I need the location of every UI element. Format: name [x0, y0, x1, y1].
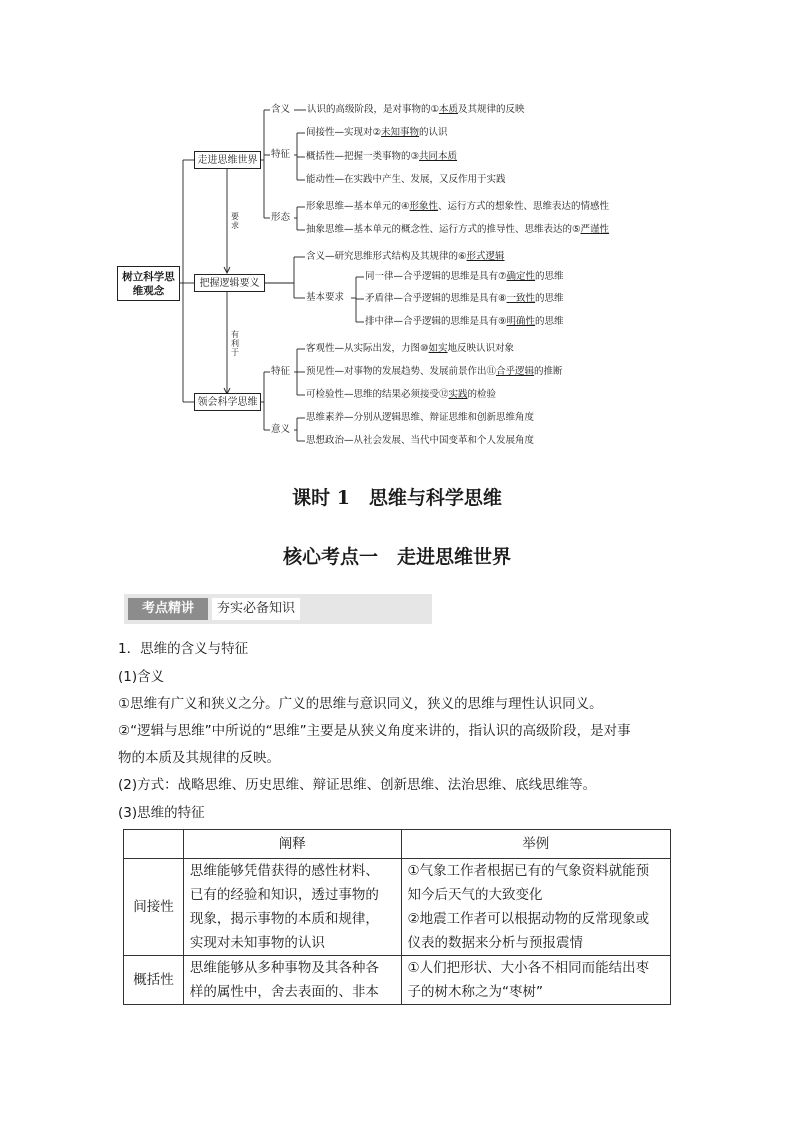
mind-map — [0, 0, 794, 460]
b1-feature-3: 能动性—在实践中产生、发展，又反作用于实践 — [306, 174, 506, 185]
b1-features-label: 特征 — [271, 149, 291, 160]
row-name: 概括性 — [124, 956, 184, 1005]
b3-feature-2: 预见性—对事物的发展趋势、发展前景作出⑪合乎逻辑的推断 — [306, 366, 563, 377]
table-row — [124, 956, 671, 1005]
paragraph-2-line-2: 物的本质及其规律的反映。 — [118, 750, 280, 766]
mindmap-root — [117, 266, 180, 301]
section-banner — [124, 594, 432, 624]
table-header-empty — [124, 830, 184, 859]
b1-form-2: 抽象思维—基本单元的概念性、运行方式的推导性、思维表达的⑤严谨性 — [306, 224, 610, 235]
b1-forms-label: 形态 — [271, 212, 291, 223]
features-table — [123, 829, 671, 1005]
root-label: 树立科学思维观念 — [122, 271, 175, 297]
b2-req-3: 排中律—合乎逻辑的思维是具有⑨明确性的思维 — [365, 316, 564, 327]
b1-feature-2: 概括性—把握一类事物的③共同本质 — [306, 151, 458, 162]
lesson-title: 课时 1 思维与科学思维 — [292, 487, 502, 509]
branch-box-think-world: 走进思维世界 — [194, 151, 261, 169]
b2-req-label: 基本要求 — [306, 292, 345, 303]
row-example: ①气象工作者根据已有的气象资料就能预 知今后天气的大致变化 ②地震工作者可以根据动物的反常现象或 仪表的数据来分析与预报震情 — [401, 859, 671, 956]
banner-tag: 考点精讲 — [128, 598, 208, 620]
b3-meaning-1: 思维素养—分别从逻辑思维、辩证思维和创新思维角度 — [306, 412, 535, 423]
b1-feature-1: 间接性—实现对②未知事物的认识 — [306, 127, 448, 138]
sub-heading-1: (1)含义 — [118, 669, 165, 685]
sub-heading-2: (2)方式：战略思维、历史思维、辩证思维、创新思维、法治思维、底线思维等。 — [118, 777, 597, 793]
b2-meaning: 含义—研究思维形式结构及其规律的⑥形式逻辑 — [306, 251, 505, 262]
row-name: 间接性 — [124, 859, 184, 956]
sub-heading-3: (3)思维的特征 — [118, 805, 205, 821]
paragraph-1: ①思维有广义和狭义之分。广义的思维与意识同义，狭义的思维与理性认识同义。 — [118, 696, 603, 712]
row-explain: 思维能够凭借获得的感性材料、 已有的经验和知识，透过事物的 现象，揭示事物的本质和规律， 实现对未知事物的认识 — [183, 859, 401, 956]
table-header-row — [124, 830, 671, 859]
b1-form-1: 形象思维—基本单元的④形象性、运行方式的想象性、思维表达的情感性 — [306, 201, 610, 212]
branch-box-logic: 把握逻辑要义 — [194, 274, 265, 292]
b3-features-label: 特征 — [271, 366, 291, 377]
point-title: 核心考点一 走进思维世界 — [282, 546, 511, 568]
link-label-benefit: 有利于 — [231, 330, 239, 357]
b3-meaning-2: 思想政治—从社会发展、当代中国变革和个人发展角度 — [306, 435, 535, 446]
paragraph-2-line-1: ②“逻辑与思维”中所说的“思维”主要是从狭义角度来讲的，指认识的高级阶段，是对事 — [118, 723, 631, 739]
b3-feature-1: 客观性—从实际出发，力图⑩如实地反映认识对象 — [306, 343, 515, 354]
heading-1: 1．思维的含义与特征 — [118, 641, 249, 657]
table-row — [124, 859, 671, 956]
table-header-example: 举例 — [401, 830, 671, 859]
b2-req-1: 同一律—合乎逻辑的思维是具有⑦确定性的思维 — [365, 271, 564, 282]
table-header-explain: 阐释 — [183, 830, 401, 859]
branch-box-science-thinking: 领会科学思维 — [194, 393, 261, 411]
b1-meaning-label: 含义 — [271, 104, 291, 115]
link-label-require: 要求 — [231, 212, 239, 230]
row-example: ①人们把形状、大小各不相同而能结出枣 子的树木称之为“枣树” — [401, 956, 671, 1005]
b2-req-2: 矛盾律—合乎逻辑的思维是具有⑧一致性的思维 — [365, 293, 564, 304]
b1-meaning: 认识的高级阶段，是对事物的①本质及其规律的反映 — [307, 104, 525, 115]
b3-feature-3: 可检验性—思维的结果必须接受⑫实践的检验 — [306, 389, 497, 400]
b3-meaning-label: 意义 — [271, 424, 291, 435]
banner-subtitle: 夯实必备知识 — [212, 598, 300, 620]
row-explain: 思维能够从多种事物及其各种各 样的属性中，舍去表面的、非本 — [183, 956, 401, 1005]
